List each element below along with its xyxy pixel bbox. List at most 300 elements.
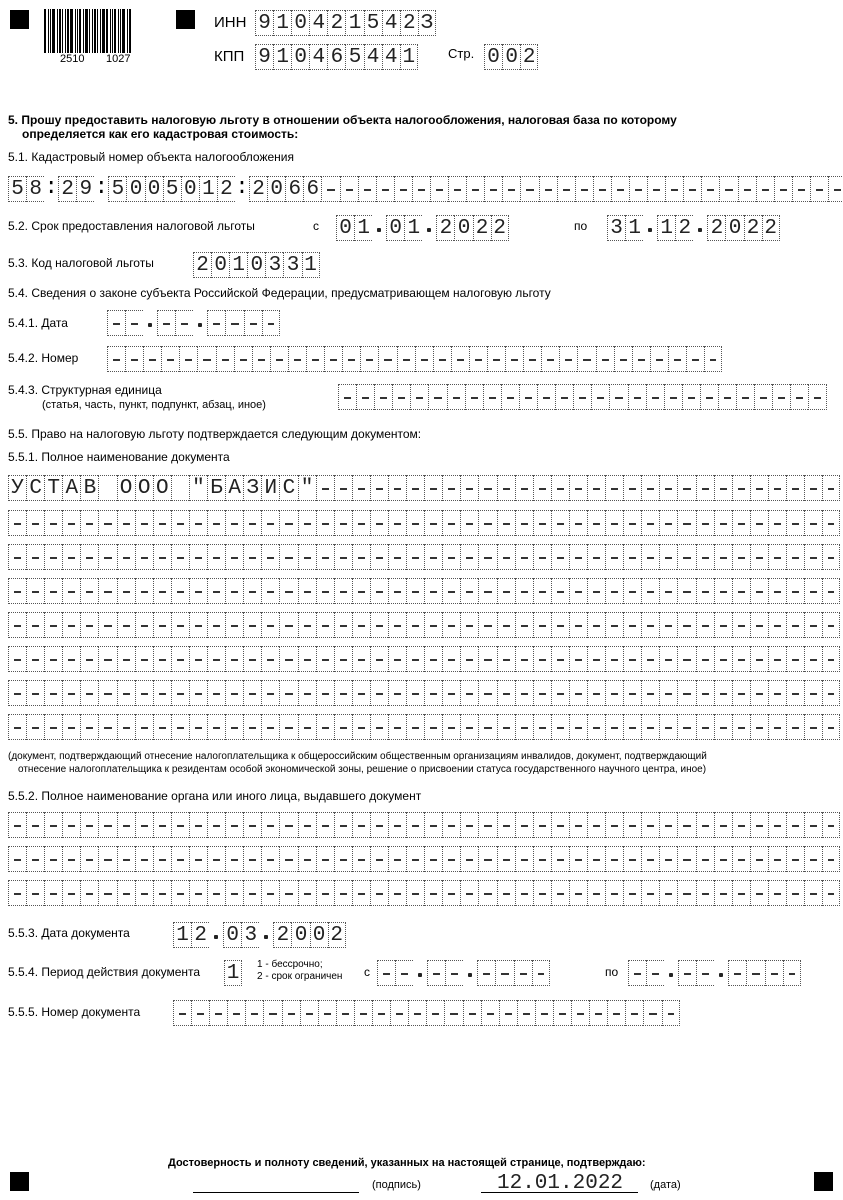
char-cell (515, 880, 533, 906)
char-cell: 5 (163, 176, 181, 202)
char-cell: 1 (354, 215, 372, 241)
field-5-4-1-label: 5.4.1. Дата (8, 316, 68, 330)
char-cell (804, 714, 822, 740)
char-cell (497, 544, 515, 570)
char-cell (98, 612, 116, 638)
char-cell (551, 812, 569, 838)
char-cell (460, 880, 478, 906)
char-cell (445, 960, 463, 986)
char-cell (515, 578, 533, 604)
char-cell (765, 960, 783, 986)
char-cell (370, 544, 388, 570)
char-cell (497, 475, 515, 501)
char-cell (298, 578, 316, 604)
char-cell (460, 680, 478, 706)
char-cell (609, 384, 627, 410)
issuer-name-line-1[interactable] (8, 812, 840, 838)
law-number-field[interactable] (107, 346, 722, 372)
char-cell (26, 714, 44, 740)
char-cell (623, 510, 641, 536)
char-cell (406, 880, 424, 906)
char-cell (189, 578, 207, 604)
char-cell (632, 346, 650, 372)
char-cell (80, 510, 98, 536)
char-cell (171, 680, 189, 706)
char-cell (153, 880, 171, 906)
char-cell (430, 176, 448, 202)
char-cell (424, 846, 442, 872)
char-cell (559, 346, 577, 372)
benefit-start-date-field[interactable] (336, 215, 509, 241)
char-cell (282, 1000, 300, 1026)
kpp-field[interactable] (255, 44, 418, 70)
char-cell (207, 846, 225, 872)
char-cell: 8 (26, 176, 44, 202)
char-cell (424, 612, 442, 638)
char-cell (678, 960, 696, 986)
char-cell (611, 176, 629, 202)
char-cell (244, 310, 262, 336)
char-cell (171, 475, 189, 501)
date-separator (413, 960, 427, 986)
char-cell (614, 346, 632, 372)
char-cell (324, 346, 342, 372)
char-cell (677, 475, 695, 501)
signature-line[interactable] (193, 1192, 359, 1193)
char-cell (605, 714, 623, 740)
char-cell (352, 714, 370, 740)
char-cell (732, 475, 750, 501)
char-cell (569, 475, 587, 501)
char-cell: 2 (436, 215, 454, 241)
issuer-name-line-2[interactable] (8, 846, 840, 872)
document-name-line-6[interactable] (8, 646, 840, 672)
char-cell (153, 578, 171, 604)
char-cell (668, 346, 686, 372)
char-cell (804, 475, 822, 501)
char-cell (153, 714, 171, 740)
char-cell (532, 960, 550, 986)
char-cell (587, 714, 605, 740)
char-cell (388, 544, 406, 570)
document-name-line-4[interactable] (8, 578, 840, 604)
char-cell (442, 544, 460, 570)
char-cell (659, 880, 677, 906)
char-cell: 2 (762, 215, 780, 241)
char-cell (535, 1000, 553, 1026)
char-cell (135, 612, 153, 638)
sign-date-value: 12.01.2022 (497, 1172, 624, 1195)
char-cell (497, 846, 515, 872)
char-cell (569, 714, 587, 740)
char-cell (424, 714, 442, 740)
char-cell (370, 846, 388, 872)
char-cell (143, 346, 161, 372)
char-cell (8, 646, 26, 672)
char-cell (696, 680, 714, 706)
char-cell (497, 714, 515, 740)
cadastral-number-field[interactable] (8, 176, 843, 202)
char-cell (316, 812, 334, 838)
char-cell (533, 475, 551, 501)
char-cell: 1 (657, 215, 675, 241)
char-cell (683, 176, 701, 202)
char-cell (810, 176, 828, 202)
char-cell (44, 544, 62, 570)
document-date-field[interactable] (173, 922, 346, 948)
char-cell (80, 612, 98, 638)
char-cell: 0 (454, 215, 472, 241)
char-cell (406, 544, 424, 570)
char-cell (497, 680, 515, 706)
char-cell (207, 714, 225, 740)
issuer-name-line-3[interactable] (8, 880, 840, 906)
char-cell (279, 578, 297, 604)
char-cell (321, 176, 339, 202)
char-cell (370, 475, 388, 501)
char-cell (352, 846, 370, 872)
char-cell: 2 (58, 176, 76, 202)
document-name-line-7[interactable] (8, 680, 840, 706)
char-cell (772, 384, 790, 410)
char-cell (466, 176, 484, 202)
char-cell: 5 (108, 176, 126, 202)
char-cell (714, 646, 732, 672)
char-cell (406, 846, 424, 872)
char-cell (80, 578, 98, 604)
char-cell (591, 384, 609, 410)
char-cell: С (279, 475, 297, 501)
inn-field[interactable] (255, 10, 436, 36)
char-cell (589, 1000, 607, 1026)
char-cell (750, 714, 768, 740)
char-cell (738, 176, 756, 202)
char-cell (8, 880, 26, 906)
char-cell (533, 812, 551, 838)
char-cell (628, 960, 646, 986)
char-cell: З (418, 10, 436, 36)
char-cell: 4 (309, 10, 327, 36)
char-cell (261, 846, 279, 872)
char-cell: 3 (607, 215, 625, 241)
char-cell (677, 578, 695, 604)
char-cell (376, 176, 394, 202)
char-cell: И (261, 475, 279, 501)
char-cell (261, 510, 279, 536)
char-cell (804, 812, 822, 838)
char-cell (768, 812, 786, 838)
char-cell (243, 510, 261, 536)
char-cell (573, 384, 591, 410)
char-cell (157, 310, 175, 336)
char-cell (316, 475, 334, 501)
char-cell (701, 176, 719, 202)
char-cell (569, 812, 587, 838)
benefit-end-date-field[interactable] (607, 215, 780, 241)
char-cell (515, 714, 533, 740)
char-cell (515, 510, 533, 536)
char-cell (26, 880, 44, 906)
sign-date-caption: (дата) (650, 1179, 681, 1191)
char-cell (732, 612, 750, 638)
char-cell (487, 346, 505, 372)
char-cell (515, 812, 533, 838)
date-separator (714, 960, 728, 986)
document-name-line-5[interactable] (8, 612, 840, 638)
char-cell (424, 578, 442, 604)
char-cell (316, 544, 334, 570)
document-name-line-8[interactable] (8, 714, 840, 740)
char-cell (623, 612, 641, 638)
char-cell (279, 812, 297, 838)
char-cell (643, 1000, 661, 1026)
char-cell (424, 812, 442, 838)
field-5-5-2-label: 5.5.2. Полное наименование органа или иного лица, выдавшего документ (8, 789, 422, 803)
char-cell: О (117, 475, 135, 501)
char-cell (397, 346, 415, 372)
char-cell (533, 578, 551, 604)
char-cell (714, 846, 732, 872)
char-cell (587, 510, 605, 536)
document-name-line-1[interactable] (8, 475, 840, 501)
char-cell: 0 (181, 176, 199, 202)
char-cell (424, 646, 442, 672)
char-cell (460, 612, 478, 638)
char-cell (261, 578, 279, 604)
document-name-line-3[interactable] (8, 544, 840, 570)
char-cell (26, 510, 44, 536)
char-cell (677, 880, 695, 906)
char-cell (62, 714, 80, 740)
char-cell (261, 646, 279, 672)
char-cell (664, 384, 682, 410)
char-cell (26, 646, 44, 672)
char-cell (243, 714, 261, 740)
char-cell (424, 544, 442, 570)
char-cell (587, 846, 605, 872)
period-to-label: по (574, 219, 588, 233)
char-cell (225, 846, 243, 872)
char-cell: 2 (400, 10, 418, 36)
char-cell (171, 544, 189, 570)
char-cell (98, 510, 116, 536)
char-cell (696, 578, 714, 604)
char-cell (460, 544, 478, 570)
char-cell (551, 646, 569, 672)
char-cell (279, 612, 297, 638)
char-cell (388, 475, 406, 501)
char-cell (659, 646, 677, 672)
char-cell (352, 475, 370, 501)
char-cell (686, 346, 704, 372)
char-cell (495, 960, 513, 986)
char-cell (26, 812, 44, 838)
char-cell (197, 346, 215, 372)
char-cell (442, 475, 460, 501)
char-cell (822, 544, 840, 570)
char-cell (442, 578, 460, 604)
char-cell (135, 812, 153, 838)
date-separator (664, 960, 678, 986)
char-cell (629, 176, 647, 202)
char-cell (469, 346, 487, 372)
char-cell: 0 (267, 176, 285, 202)
char-cell (370, 646, 388, 672)
char-cell (207, 578, 225, 604)
char-cell (394, 176, 412, 202)
document-period-start-field[interactable] (377, 960, 550, 986)
char-cell (502, 176, 520, 202)
char-cell (370, 510, 388, 536)
char-cell (750, 812, 768, 838)
inn-label: ИНН (214, 14, 247, 31)
char-cell (261, 714, 279, 740)
char-cell (243, 680, 261, 706)
char-cell (696, 960, 714, 986)
char-cell: 0 (211, 252, 229, 278)
char-cell (62, 812, 80, 838)
char-cell (607, 1000, 625, 1026)
char-cell (316, 846, 334, 872)
char-cell (428, 384, 446, 410)
char-cell: 2 (191, 922, 209, 948)
char-cell (719, 176, 737, 202)
char-cell (478, 544, 496, 570)
char-cell (225, 510, 243, 536)
char-cell (460, 510, 478, 536)
char-cell (605, 544, 623, 570)
char-cell (26, 846, 44, 872)
char-cell (804, 578, 822, 604)
char-cell (225, 646, 243, 672)
char-cell (117, 880, 135, 906)
char-cell (605, 880, 623, 906)
document-name-line-2[interactable] (8, 510, 840, 536)
char-cell (551, 510, 569, 536)
char-cell (641, 680, 659, 706)
char-cell (8, 846, 26, 872)
char-cell (62, 578, 80, 604)
char-cell (587, 880, 605, 906)
char-cell: О (153, 475, 171, 501)
char-cell (117, 578, 135, 604)
field-5-5-3-label: 5.5.3. Дата документа (8, 926, 130, 940)
char-cell: " (189, 475, 207, 501)
char-cell (786, 510, 804, 536)
law-structural-unit-field[interactable] (338, 384, 827, 410)
char-cell (756, 176, 774, 202)
period-type-field[interactable] (224, 960, 242, 986)
char-cell (406, 714, 424, 740)
char-cell: " (298, 475, 316, 501)
char-cell (388, 880, 406, 906)
char-cell (352, 578, 370, 604)
char-cell (44, 680, 62, 706)
char-cell (334, 544, 352, 570)
char-cell (318, 1000, 336, 1026)
char-cell (605, 646, 623, 672)
char-cell (117, 714, 135, 740)
char-cell (424, 880, 442, 906)
char-cell (340, 176, 358, 202)
char-cell (804, 510, 822, 536)
document-period-end-field[interactable] (628, 960, 801, 986)
char-cell (298, 880, 316, 906)
law-date-field[interactable] (107, 310, 280, 336)
char-cell (477, 960, 495, 986)
char-cell (62, 680, 80, 706)
char-cell (135, 714, 153, 740)
char-cell (225, 680, 243, 706)
char-cell (153, 544, 171, 570)
char-cell (44, 578, 62, 604)
document-number-field[interactable] (173, 1000, 680, 1026)
field-5-2-label: 5.2. Срок предоставления налоговой льготы (8, 219, 255, 233)
char-cell (659, 680, 677, 706)
char-cell (822, 714, 840, 740)
char-cell (442, 714, 460, 740)
char-cell (768, 578, 786, 604)
char-cell: 1 (625, 215, 643, 241)
char-cell (316, 714, 334, 740)
char-cell (370, 880, 388, 906)
char-cell (732, 680, 750, 706)
char-cell (117, 812, 135, 838)
char-cell (822, 510, 840, 536)
char-cell (593, 176, 611, 202)
char-cell (551, 880, 569, 906)
char-cell (786, 612, 804, 638)
char-cell (478, 646, 496, 672)
char-cell (189, 714, 207, 740)
kpp-label: КПП (214, 48, 245, 65)
char-cell: 6 (303, 176, 321, 202)
char-cell (647, 176, 665, 202)
date-separator (693, 215, 707, 241)
char-cell (659, 846, 677, 872)
char-cell (117, 846, 135, 872)
char-cell (352, 880, 370, 906)
char-cell (768, 680, 786, 706)
char-cell (442, 880, 460, 906)
char-cell (533, 646, 551, 672)
char-cell (406, 612, 424, 638)
benefit-code-field[interactable] (193, 252, 320, 278)
char-cell (587, 680, 605, 706)
char-cell (569, 846, 587, 872)
char-cell: 5 (8, 176, 26, 202)
char-cell (659, 475, 677, 501)
char-cell (316, 510, 334, 536)
char-cell (497, 612, 515, 638)
char-cell (718, 384, 736, 410)
char-cell (62, 510, 80, 536)
char-cell: О (135, 475, 153, 501)
char-cell: 1 (229, 252, 247, 278)
char-cell (575, 176, 593, 202)
char-cell (171, 646, 189, 672)
char-cell: Т (44, 475, 62, 501)
char-cell (696, 812, 714, 838)
page-number-field[interactable] (484, 44, 538, 70)
char-cell (390, 1000, 408, 1026)
char-cell: 2 (520, 44, 538, 70)
char-cell (786, 714, 804, 740)
char-cell (392, 384, 410, 410)
char-cell: 5 (364, 10, 382, 36)
char-cell: 0 (291, 922, 309, 948)
char-cell (596, 346, 614, 372)
